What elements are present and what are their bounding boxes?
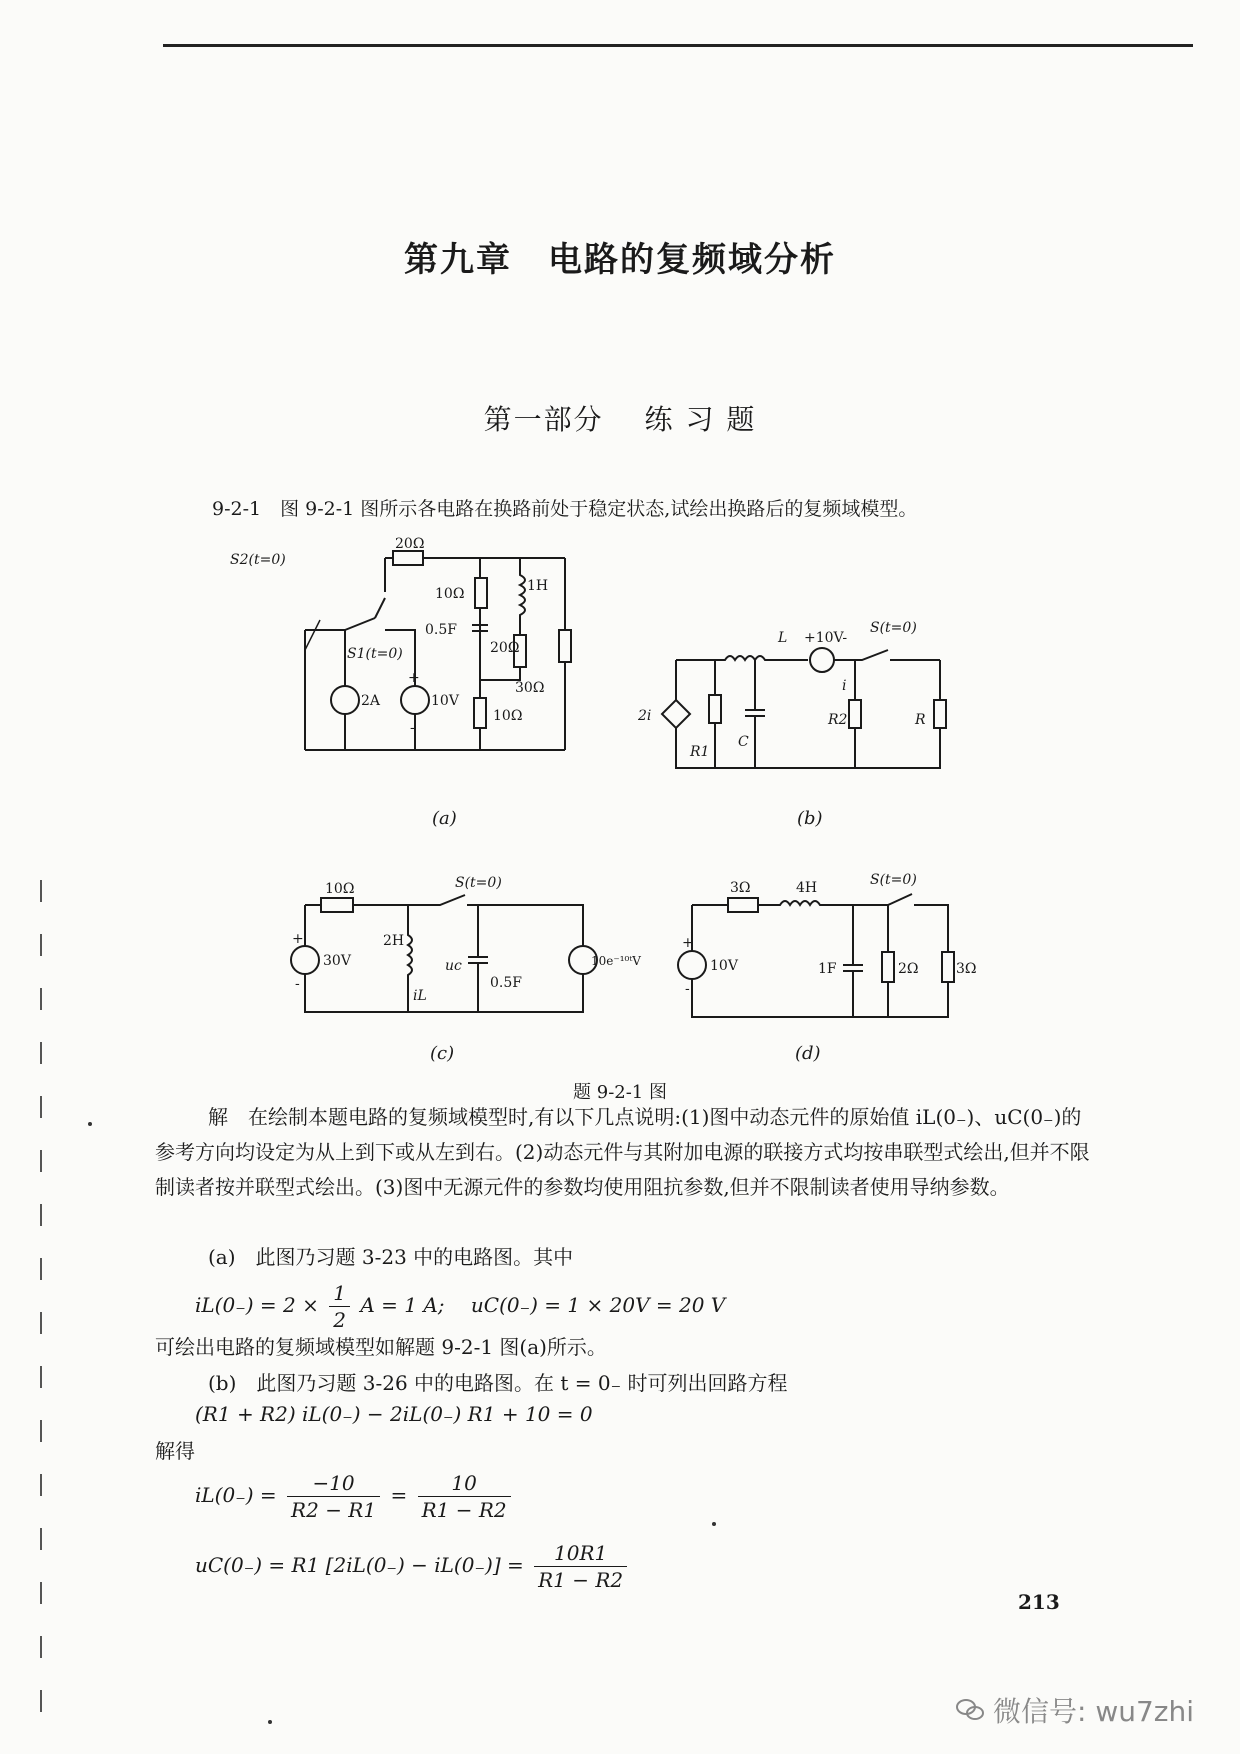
equation-b2-left: iL(0₋) = <box>195 1483 277 1507</box>
fig-c-30v-label: 30V <box>323 953 351 969</box>
equation-b2-den-2: R1 − R2 <box>421 1498 507 1522</box>
page-number: 213 <box>1018 1590 1060 1614</box>
fig-d-minus: - <box>685 981 690 997</box>
figure-d-caption: (d) <box>795 1043 821 1064</box>
fig-b-r1-label: R1 <box>690 744 710 760</box>
fig-a-20ohm-b-label: 20Ω <box>490 640 520 656</box>
figure-c-caption: (c) <box>430 1043 455 1064</box>
figure-b-caption: (b) <box>797 808 823 829</box>
fig-a-s2-label: S2(t=0) <box>230 552 286 568</box>
fig-a-10ohm-label: 10Ω <box>435 586 465 602</box>
fig-b-s-label: S(t=0) <box>870 620 917 636</box>
equation-a-den: 2 <box>333 1308 346 1332</box>
fig-d-3ohm-label: 3Ω <box>730 880 751 896</box>
fig-b-r2-label: R2 <box>828 712 848 728</box>
fig-d-4h-label: 4H <box>796 880 818 896</box>
top-rule <box>163 44 1193 47</box>
equation-b3 <box>195 1540 631 1593</box>
fig-d-s-label: S(t=0) <box>870 872 917 888</box>
equation-b2-equals: = <box>390 1483 408 1507</box>
equation-a <box>195 1280 725 1333</box>
wechat-icon <box>955 1697 985 1723</box>
fig-a-cap-label: 0.5F <box>425 622 457 638</box>
equation-b2-fraction-1 <box>287 1470 380 1523</box>
fig-c-s-label: S(t=0) <box>455 875 502 891</box>
fig-c-plus: + <box>292 931 304 947</box>
fig-d-plus: + <box>682 935 694 951</box>
fig-a-30ohm-label: 30Ω <box>515 680 545 696</box>
fig-a-1h-label: 1H <box>527 578 549 594</box>
fig-b-2i-label: 2i <box>638 708 652 724</box>
figure-a-caption: (a) <box>432 808 457 829</box>
fig-a-20ohm-label: 20Ω <box>395 536 425 552</box>
equation-b2-num-2: 10 <box>418 1470 511 1497</box>
equation-a-fraction <box>329 1280 350 1333</box>
equation-b3-num: 10R1 <box>534 1540 627 1567</box>
equation-b3-fraction <box>534 1540 627 1593</box>
equation-b1: (R1 + R2) iL(0₋) − 2iL(0₋) R1 + 10 = 0 <box>195 1402 593 1426</box>
fig-c-10ohm-label: 10Ω <box>325 881 355 897</box>
solve-label: 解得 <box>155 1439 195 1463</box>
scan-dot <box>268 1720 272 1724</box>
fig-d-2ohm-label: 2Ω <box>898 961 919 977</box>
fig-b-i-label: i <box>842 678 847 694</box>
fig-a-s1-label: S1(t=0) <box>347 646 403 662</box>
equation-a-left: iL(0₋) = 2 × <box>195 1293 319 1317</box>
fig-a-10ohm-b-label: 10Ω <box>493 708 523 724</box>
fig-c-cap-label: 0.5F <box>490 975 522 991</box>
solution-part-b: (b) 此图乃习题 3-26 中的电路图。在 t = 0₋ 时可列出回路方程 <box>208 1371 788 1395</box>
equation-b2-den-1: R2 − R1 <box>291 1498 377 1522</box>
fig-c-il-label: iL <box>413 988 427 1004</box>
watermark-text: 微信号: wu7zhi <box>993 1695 1195 1728</box>
fig-c-src-label: 10e⁻¹⁰ᵗV <box>591 954 641 968</box>
fig-a-2a-label: 2A <box>361 693 381 709</box>
fig-d-10v-label: 10V <box>710 958 738 974</box>
figure-d <box>680 870 980 1030</box>
figure-a <box>230 530 565 780</box>
equation-a-num: 1 <box>329 1280 350 1307</box>
figure-c <box>285 875 641 1025</box>
watermark <box>955 1690 1194 1730</box>
fig-a-10v-label: 10V <box>431 693 459 709</box>
fig-a-plus: + <box>408 670 420 686</box>
fig-c-2h-label: 2H <box>383 933 405 949</box>
solution-intro: 解 在绘制本题电路的复频域模型时,有以下几点说明:(1)图中动态元件的原始值 iL(0₋)、uC(0₋)的参考方向均设定为从上到下或从左到右。(2)动态元件与其附加电源的联接方式均按串联型式绘出,但并不限制读者按并联型式绘出。(3)图中无源元件的参数均使用阻抗参数,但并不限制读者使用导纳参数。 <box>155 1105 1090 1199</box>
equation-a-right: A = 1 A; uC(0₋) = 1 × 20V = 20 V <box>360 1293 726 1317</box>
scan-dot <box>88 1122 92 1126</box>
part-title: 第一部分 练 习 题 <box>483 403 757 436</box>
fig-b-c-label: C <box>738 734 749 750</box>
fig-c-uc-label: uc <box>445 958 462 974</box>
equation-b3-den: R1 − R2 <box>538 1568 624 1592</box>
equation-b2-fraction-2 <box>418 1470 511 1523</box>
fig-b-r-label: R <box>915 712 926 728</box>
solution-part-a-result: 可绘出电路的复频域模型如解题 9-2-1 图(a)所示。 <box>155 1335 607 1359</box>
fig-b-l-label: L <box>778 630 788 646</box>
figure-caption: 题 9-2-1 图 <box>573 1082 667 1103</box>
problem-statement: 9-2-1 图 9-2-1 图所示各电路在换路前处于稳定状态,试绘出换路后的复频域模型。 <box>212 498 918 520</box>
fig-d-1f-label: 1F <box>818 961 837 977</box>
chapter-title: 第九章 电路的复频域分析 <box>404 240 836 280</box>
margin-ticks <box>40 880 42 1744</box>
fig-a-minus: - <box>410 720 415 736</box>
equation-b2 <box>195 1470 515 1523</box>
equation-b3-left: uC(0₋) = R1 [2iL(0₋) − iL(0₋)] = <box>195 1553 524 1577</box>
fig-d-3ohm-b-label: 3Ω <box>956 961 977 977</box>
figure-b <box>640 620 960 780</box>
fig-c-minus: - <box>295 976 300 992</box>
solution-part-a: (a) 此图乃习题 3-23 中的电路图。其中 <box>208 1245 574 1269</box>
scan-dot <box>712 1522 716 1526</box>
fig-b-10v-label: +10V- <box>804 630 848 646</box>
equation-b2-num-1: −10 <box>287 1470 380 1497</box>
